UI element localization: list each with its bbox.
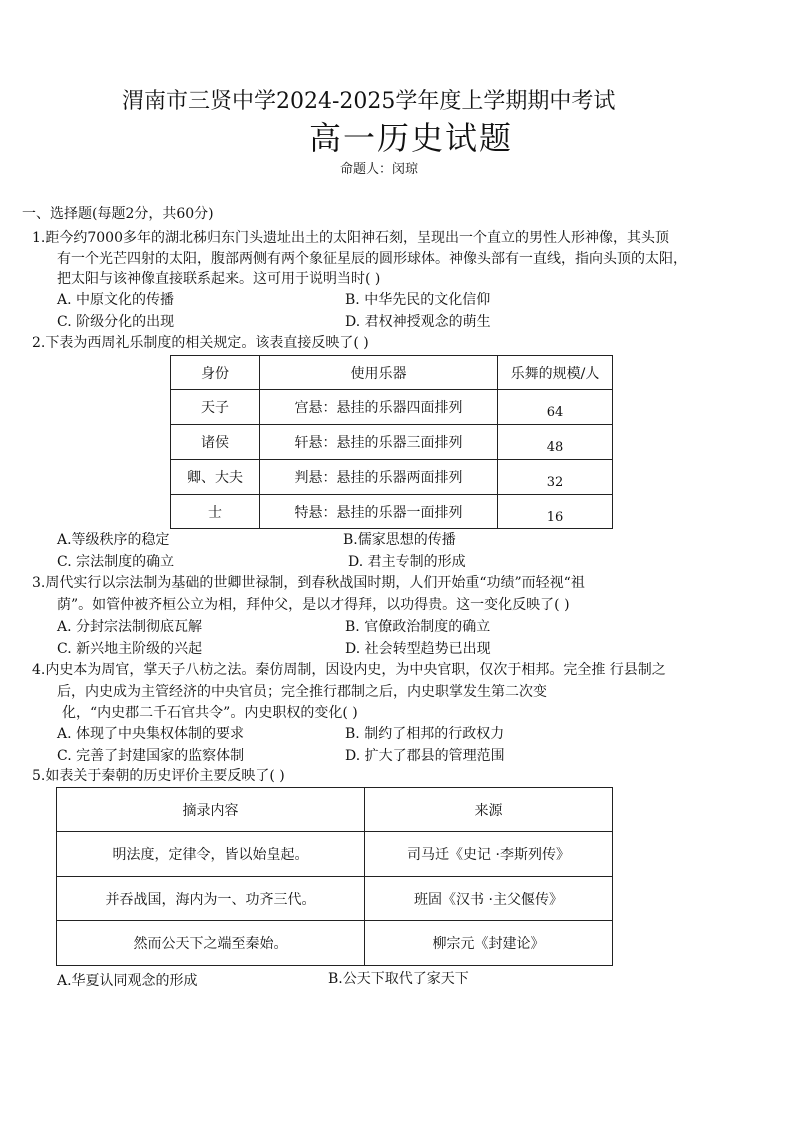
table-cell: 司马迁《史记 ·李斯列传》 <box>365 832 613 877</box>
table-cell: 诸侯 <box>171 425 260 460</box>
q2-stem: 2.下表为西周礼乐制度的相关规定。该表直接反映了( ) <box>32 335 369 351</box>
q1-option-b: B. 中华先民的文化信仰 <box>345 292 491 308</box>
q5-stem: 5.如表关于秦朝的历史评价主要反映了( ) <box>32 768 285 784</box>
q1-line-2: 有一个光芒四射的太阳，腹部两侧有两个象征星辰的圆形球体。神像头部有一直线，指向头顶的太阳， <box>57 251 687 267</box>
q4-line-1: 4.内史本为周官，掌天子八枋之法。秦仿周制，因设内史，为中央官职，仅次于相邦。完全推 行县制之 <box>32 662 666 678</box>
table-cell: 判悬：悬挂的乐器两面排列 <box>260 460 498 495</box>
q3-option-a: A. 分封宗法制彻底瓦解 <box>57 619 203 635</box>
table-row <box>171 390 613 425</box>
q3-option-c: C. 新兴地主阶级的兴起 <box>57 641 203 657</box>
table-header-row <box>171 356 613 390</box>
q1-line-1: 1.距今约7000多年的湖北秭归东门头遗址出土的太阳神石刻，呈现出一个直立的男性人形神像，其头顶 <box>32 230 669 246</box>
q5-table <box>56 787 613 966</box>
q2-table <box>170 355 613 529</box>
q3-line-2: 荫”。如管仲被齐桓公立为相，拜仲父，是以才得拜，以功得贵。这一变化反映了( ) <box>57 597 570 613</box>
q1-option-a: A. 中原文化的传播 <box>57 292 175 308</box>
table-cell <box>498 425 613 460</box>
author: 命题人：闵琼 <box>340 162 419 177</box>
section-heading: 一、选择题(每题2分，共60分) <box>22 206 214 222</box>
table-header-cell: 使用乐器 <box>260 356 498 390</box>
table-header-cell: 摘录内容 <box>57 788 365 832</box>
table-row <box>57 832 613 877</box>
q3-line-1: 3.周代实行以宗法制为基础的世卿世禄制，到春秋战国时期，人们开始重“功绩”而轻视“祖 <box>32 575 585 591</box>
q4-line-3: 化，“内史郡二千石官共令”。内史职权的变化( ) <box>62 705 358 721</box>
table-cell <box>498 390 613 425</box>
q4-option-d: D. 扩大了郡县的管理范围 <box>345 748 505 764</box>
q1-option-d: D. 君权神授观念的萌生 <box>345 314 491 330</box>
q1-option-c: C. 阶级分化的出现 <box>57 314 175 330</box>
table-cell: 天子 <box>171 390 260 425</box>
q4-option-a: A. 体现了中央集权体制的要求 <box>57 726 245 742</box>
table-row <box>171 495 613 529</box>
table-cell <box>498 460 613 495</box>
q4-option-c: C. 完善了封建国家的监察体制 <box>57 748 245 764</box>
table-cell: 特悬：悬挂的乐器一面排列 <box>260 495 498 529</box>
table-cell: 轩悬：悬挂的乐器三面排列 <box>260 425 498 460</box>
q2-option-c: C. 宗法制度的确立 <box>57 554 175 570</box>
table-cell: 班固《汉书 ·主父偃传》 <box>365 877 613 921</box>
table-cell: 士 <box>171 495 260 529</box>
table-cell <box>498 495 613 529</box>
q2-option-a: A.等级秩序的稳定 <box>57 532 170 548</box>
table-cell-value: 16 <box>546 509 564 525</box>
q2-option-d: D. 君主专制的形成 <box>348 554 466 570</box>
school-title: 渭南市三贤中学2024-2025学年度上学期期中考试 <box>122 89 616 114</box>
q3-option-b: B. 官僚政治制度的确立 <box>345 619 491 635</box>
table-header-cell: 来源 <box>365 788 613 832</box>
table-row <box>171 460 613 495</box>
table-cell: 柳宗元《封建论》 <box>365 921 613 966</box>
q5-option-b: B.公天下取代了家天下 <box>328 971 469 987</box>
table-cell-value: 32 <box>546 475 564 490</box>
table-cell: 然而公天下之端至秦始。 <box>57 921 365 966</box>
q2-option-b: B.儒家思想的传播 <box>343 532 456 548</box>
table-row <box>57 921 613 966</box>
table-cell: 宫悬：悬挂的乐器四面排列 <box>260 390 498 425</box>
table-row <box>171 425 613 460</box>
table-cell-value: 64 <box>546 405 564 420</box>
q3-option-d: D. 社会转型趋势已出现 <box>345 641 491 657</box>
table-cell: 并吞战国，海内为一、功齐三代。 <box>57 877 365 921</box>
table-header-cell: 身份 <box>171 356 260 390</box>
q5-option-a: A.华夏认同观念的形成 <box>57 973 198 989</box>
q4-line-2: 后，内史成为主管经济的中央官员；完全推行郡制之后，内史职掌发生第二次变 <box>57 684 547 700</box>
subject-title: 高一历史试题 <box>309 119 514 157</box>
q1-line-3: 把太阳与该神像直接联系起来。这可用于说明当时( ) <box>57 271 381 287</box>
table-header-row <box>57 788 613 832</box>
table-header-cell: 乐舞的规模/人 <box>498 356 613 390</box>
q4-option-b: B. 制约了相邦的行政权力 <box>345 726 505 742</box>
table-cell: 卿、大夫 <box>171 460 260 495</box>
table-cell-value: 48 <box>546 440 564 455</box>
table-cell: 明法度，定律令，皆以始皇起。 <box>57 832 365 877</box>
table-row <box>57 877 613 921</box>
